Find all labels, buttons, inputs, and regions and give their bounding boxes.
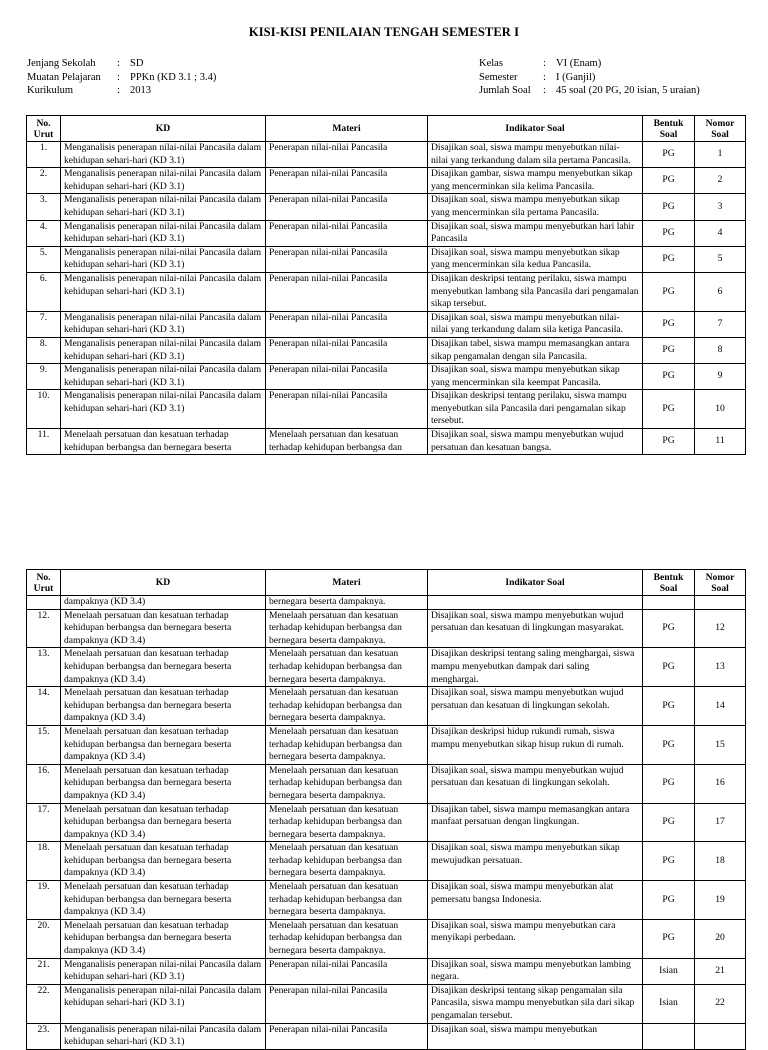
meta-separator: : — [117, 58, 120, 69]
header-nomor: Nomor Soal — [695, 570, 746, 596]
table-body-2 — [27, 596, 746, 1050]
header-nomor: Nomor Soal — [695, 116, 746, 142]
cell-kd: Menganalisis penerapan nilai-nilai Pancasila dalam kehidupan sehari-hari (KD 3.1) — [61, 1023, 266, 1049]
cell-indikator: Disajikan soal, siswa mampu menyebutkan wujud persatuan dan kesatuan di lingkungan sekolah. — [428, 764, 643, 803]
cell-kd: Menelaah persatuan dan kesatuan terhadap kehidupan berbangsa dan bernegara beserta dampaknya (KD 3.4) — [61, 842, 266, 881]
cell-materi: Penerapan nilai-nilai Pancasila — [266, 1023, 428, 1049]
cell-indikator: Disajikan deskripsi tentang saling menghargai, siswa mampu menyebutkan dampak dari saling menghargai. — [428, 648, 643, 687]
cell-no: 3. — [27, 194, 61, 220]
cell-materi: Menelaah persatuan dan kesatuan terhadap kehidupan berbangsa dan bernegara beserta dampaknya. — [266, 881, 428, 920]
header-kd: KD — [61, 116, 266, 142]
cell-bentuk: PG — [643, 168, 695, 194]
cell-kd: Menganalisis penerapan nilai-nilai Pancasila dalam kehidupan sehari-hari (KD 3.1) — [61, 194, 266, 220]
cell-no: 16. — [27, 764, 61, 803]
header-bentuk: Bentuk Soal — [643, 116, 695, 142]
cell-kd: Menganalisis penerapan nilai-nilai Pancasila dalam kehidupan sehari-hari (KD 3.1) — [61, 142, 266, 168]
cell-nomor: 7 — [695, 311, 746, 337]
cell-kd: Menganalisis penerapan nilai-nilai Pancasila dalam kehidupan sehari-hari (KD 3.1) — [61, 390, 266, 429]
cell-kd: Menganalisis penerapan nilai-nilai Pancasila dalam kehidupan sehari-hari (KD 3.1) — [61, 364, 266, 390]
cell-bentuk: PG — [643, 311, 695, 337]
cell-nomor: 11 — [695, 429, 746, 455]
meta-label: Muatan Pelajaran — [27, 71, 101, 83]
table-row — [27, 364, 746, 390]
cell-indikator: Disajikan soal, siswa mampu menyebutkan sikap yang mencerminkan sila pertama Pancasila. — [428, 194, 643, 220]
cell-indikator: Disajikan soal, siswa mampu menyebutkan alat pemersatu bangsa Indonesia. — [428, 881, 643, 920]
cell-kd: Menganalisis penerapan nilai-nilai Pancasila dalam kehidupan sehari-hari (KD 3.1) — [61, 220, 266, 246]
table-row — [27, 984, 746, 1023]
table-row — [27, 881, 746, 920]
cell-nomor: 12 — [695, 609, 746, 648]
cell-nomor: 5 — [695, 246, 746, 272]
cell-kd: dampaknya (KD 3.4) — [61, 596, 266, 610]
meta-label: Kurikulum — [27, 85, 74, 96]
cell-bentuk: PG — [643, 764, 695, 803]
cell-materi: Menelaah persatuan dan kesatuan terhadap kehidupan berbangsa dan bernegara beserta dampaknya. — [266, 648, 428, 687]
cell-indikator: Disajikan soal, siswa mampu menyebutkan nilai- nilai yang terkandung dalam sila ketiga Pancasila. — [428, 311, 643, 337]
cell-kd: Menelaah persatuan dan kesatuan terhadap kehidupan berbangsa dan bernegara beserta dampaknya (KD 3.4) — [61, 648, 266, 687]
table-row — [27, 390, 746, 429]
cell-indikator: Disajikan soal, siswa mampu menyebutkan sikap mewujudkan persatuan. — [428, 842, 643, 881]
cell-kd: Menelaah persatuan dan kesatuan terhadap kehidupan berbangsa dan bernegara beserta dampaknya (KD 3.4) — [61, 803, 266, 842]
table-page-2 — [26, 569, 746, 1048]
meta-label: Jumlah Soal — [479, 85, 531, 96]
cell-materi: Penerapan nilai-nilai Pancasila — [266, 220, 428, 246]
cell-indikator: Disajikan deskripsi tentang perilaku, siswa mampu menyebutkan lambang sila Pancasila dari pengamalan sikap tersebut. — [428, 272, 643, 311]
cell-indikator: Disajikan deskripsi tentang perilaku, siswa mampu menyebutkan sila Pancasila dari pengamalan sikap tersebut. — [428, 390, 643, 429]
cell-bentuk: Isian — [643, 958, 695, 984]
table-row — [27, 1023, 746, 1049]
cell-kd: Menganalisis penerapan nilai-nilai Pancasila dalam kehidupan sehari-hari (KD 3.1) — [61, 337, 266, 363]
cell-indikator: Disajikan deskripsi tentang sikap pengamalan sila Pancasila, siswa mampu menyebutkan sila dari sikap pengamalan tersebut. — [428, 984, 643, 1023]
cell-nomor: 17 — [695, 803, 746, 842]
cell-no: 5. — [27, 246, 61, 272]
cell-materi: Menelaah persatuan dan kesatuan terhadap kehidupan berbangsa dan bernegara beserta dampaknya. — [266, 764, 428, 803]
table-row — [27, 429, 746, 455]
meta-separator: : — [117, 71, 120, 83]
cell-nomor: 16 — [695, 764, 746, 803]
cell-materi: Menelaah persatuan dan kesatuan terhadap kehidupan berbangsa dan bernegara beserta dampaknya. — [266, 609, 428, 648]
table-row — [27, 272, 746, 311]
cell-kd: Menelaah persatuan dan kesatuan terhadap kehidupan berbangsa dan bernegara beserta dampaknya (KD 3.4) — [61, 725, 266, 764]
cell-materi: Menelaah persatuan dan kesatuan terhadap kehidupan berbangsa dan bernegara beserta dampaknya. — [266, 919, 428, 958]
meta-right — [479, 57, 700, 98]
meta-label: Semester — [479, 71, 518, 83]
header-kd: KD — [61, 570, 266, 596]
cell-indikator: Disajikan soal, siswa mampu menyebutkan lambing negara. — [428, 958, 643, 984]
cell-nomor: 2 — [695, 168, 746, 194]
meta-separator: : — [543, 85, 546, 96]
cell-no: 9. — [27, 364, 61, 390]
cell-bentuk: PG — [643, 390, 695, 429]
meta-separator: : — [543, 71, 546, 83]
table-row — [27, 220, 746, 246]
cell-materi: Penerapan nilai-nilai Pancasila — [266, 142, 428, 168]
meta-separator: : — [543, 58, 546, 69]
cell-materi: Menelaah persatuan dan kesatuan terhadap kehidupan berbangsa dan bernegara beserta dampaknya. — [266, 842, 428, 881]
cell-bentuk: PG — [643, 842, 695, 881]
cell-kd: Menelaah persatuan dan kesatuan terhadap kehidupan berbangsa dan bernegara beserta dampaknya (KD 3.4) — [61, 764, 266, 803]
cell-nomor — [695, 1023, 746, 1049]
cell-nomor: 19 — [695, 881, 746, 920]
cell-indikator: Disajikan soal, siswa mampu menyebutkan sikap yang mencerminkan sila keempat Pancasila. — [428, 364, 643, 390]
kisi-table-1 — [26, 115, 746, 455]
meta-row-jenjang — [27, 57, 216, 71]
table-row — [27, 803, 746, 842]
table-row — [27, 919, 746, 958]
table-body-1 — [27, 142, 746, 455]
cell-materi: Menelaah persatuan dan kesatuan terhadap kehidupan berbangsa dan bernegara beserta dampaknya. — [266, 687, 428, 726]
cell-indikator: Disajikan soal, siswa mampu menyebutkan sikap yang mencerminkan sila kedua Pancasila. — [428, 246, 643, 272]
cell-bentuk: PG — [643, 364, 695, 390]
cell-bentuk: PG — [643, 429, 695, 455]
cell-bentuk: PG — [643, 194, 695, 220]
table-row — [27, 842, 746, 881]
cell-kd: Menganalisis penerapan nilai-nilai Pancasila dalam kehidupan sehari-hari (KD 3.1) — [61, 958, 266, 984]
header-indikator: Indikator Soal — [428, 116, 643, 142]
meta-value: PPKn (KD 3.1 ; 3.4) — [130, 71, 217, 83]
cell-nomor: 4 — [695, 220, 746, 246]
meta-label: Kelas — [479, 58, 503, 69]
cell-materi: Penerapan nilai-nilai Pancasila — [266, 246, 428, 272]
cell-indikator: Disajikan soal, siswa mampu menyebutkan nilai- nilai yang terkandung dalam sila pertama Pancasila. — [428, 142, 643, 168]
table-page-1 — [26, 115, 746, 512]
cell-materi: Penerapan nilai-nilai Pancasila — [266, 337, 428, 363]
cell-nomor: 3 — [695, 194, 746, 220]
cell-no: 17. — [27, 803, 61, 842]
meta-value: SD — [130, 58, 144, 69]
cell-materi: Penerapan nilai-nilai Pancasila — [266, 168, 428, 194]
table-row — [27, 168, 746, 194]
cell-no: 13. — [27, 648, 61, 687]
cell-materi: Penerapan nilai-nilai Pancasila — [266, 272, 428, 311]
header-bentuk: Bentuk Soal — [643, 570, 695, 596]
cell-nomor: 9 — [695, 364, 746, 390]
cell-no: 10. — [27, 390, 61, 429]
cell-nomor: 10 — [695, 390, 746, 429]
cell-nomor: 22 — [695, 984, 746, 1023]
cell-materi: Penerapan nilai-nilai Pancasila — [266, 364, 428, 390]
cell-no: 21. — [27, 958, 61, 984]
cell-bentuk: PG — [643, 919, 695, 958]
cell-no: 4. — [27, 220, 61, 246]
cell-indikator: Disajikan soal, siswa mampu menyebutkan wujud persatuan dan kesatuan di lingkungan sekolah. — [428, 687, 643, 726]
cell-materi: Menelaah persatuan dan kesatuan terhadap kehidupan berbangsa dan bernegara beserta dampaknya. — [266, 803, 428, 842]
table-row — [27, 311, 746, 337]
cell-kd: Menganalisis penerapan nilai-nilai Pancasila dalam kehidupan sehari-hari (KD 3.1) — [61, 272, 266, 311]
cell-no: 20. — [27, 919, 61, 958]
cell-kd: Menganalisis penerapan nilai-nilai Pancasila dalam kehidupan sehari-hari (KD 3.1) — [61, 168, 266, 194]
cell-no: 8. — [27, 337, 61, 363]
cell-no: 18. — [27, 842, 61, 881]
cell-bentuk — [643, 596, 695, 610]
cell-materi: Menelaah persatuan dan kesatuan terhadap kehidupan berbangsa dan bernegara beserta dampaknya. — [266, 725, 428, 764]
table-row — [27, 246, 746, 272]
cell-indikator: Disajikan soal, siswa mampu menyebutkan cara menyikapi perbedaan. — [428, 919, 643, 958]
table-row — [27, 687, 746, 726]
cell-materi: Penerapan nilai-nilai Pancasila — [266, 958, 428, 984]
cell-nomor: 20 — [695, 919, 746, 958]
cell-materi: Menelaah persatuan dan kesatuan terhadap kehidupan berbangsa dan — [266, 429, 428, 455]
continuation-row — [27, 596, 746, 610]
cell-indikator: Disajikan soal, siswa mampu menyebutkan hari lahir Pancasila — [428, 220, 643, 246]
cell-kd: Menganalisis penerapan nilai-nilai Pancasila dalam kehidupan sehari-hari (KD 3.1) — [61, 246, 266, 272]
cell-kd: Menelaah persatuan dan kesatuan terhadap kehidupan berbangsa dan bernegara beserta dampaknya (KD 3.4) — [61, 919, 266, 958]
cell-bentuk: PG — [643, 803, 695, 842]
cell-bentuk: PG — [643, 337, 695, 363]
cell-kd: Menganalisis penerapan nilai-nilai Pancasila dalam kehidupan sehari-hari (KD 3.1) — [61, 984, 266, 1023]
table-row — [27, 194, 746, 220]
cell-indikator: Disajikan tabel, siswa mampu memasangkan antara manfaat persatuan dengan lingkungan. — [428, 803, 643, 842]
header-indikator: Indikator Soal — [428, 570, 643, 596]
meta-value: 2013 — [130, 85, 151, 96]
cell-no: 14. — [27, 687, 61, 726]
cell-indikator: Disajikan tabel, siswa mampu memasangkan antara sikap pengamalan dengan sila Pancasila. — [428, 337, 643, 363]
meta-left — [27, 57, 216, 98]
table-row — [27, 764, 746, 803]
cell-materi: Penerapan nilai-nilai Pancasila — [266, 390, 428, 429]
cell-no: 7. — [27, 311, 61, 337]
cell-bentuk: PG — [643, 142, 695, 168]
cell-nomor: 6 — [695, 272, 746, 311]
cell-materi: Penerapan nilai-nilai Pancasila — [266, 194, 428, 220]
cell-nomor — [695, 596, 746, 610]
cell-indikator: Disajikan deskripsi hidup rukundi rumah, siswa mampu menyebutkan sikap hisup rukun di rumah. — [428, 725, 643, 764]
cell-indikator — [428, 596, 643, 610]
table-row — [27, 958, 746, 984]
cell-bentuk: PG — [643, 609, 695, 648]
table-row — [27, 337, 746, 363]
cell-no — [27, 596, 61, 610]
cell-bentuk: Isian — [643, 984, 695, 1023]
meta-row-kelas — [479, 57, 700, 71]
cell-kd: Menelaah persatuan dan kesatuan terhadap kehidupan berbangsa dan bernegara beserta — [61, 429, 266, 455]
cell-nomor: 21 — [695, 958, 746, 984]
cell-bentuk: PG — [643, 725, 695, 764]
cell-indikator: Disajikan soal, siswa mampu menyebutkan wujud persatuan dan kesatuan di lingkungan masyarakat. — [428, 609, 643, 648]
cell-nomor: 13 — [695, 648, 746, 687]
cell-materi: Penerapan nilai-nilai Pancasila — [266, 984, 428, 1023]
cell-nomor: 14 — [695, 687, 746, 726]
meta-label: Jenjang Sekolah — [27, 58, 96, 69]
cell-no: 11. — [27, 429, 61, 455]
cell-no: 22. — [27, 984, 61, 1023]
cell-nomor: 8 — [695, 337, 746, 363]
kisi-table-2 — [26, 569, 746, 1050]
table-row — [27, 609, 746, 648]
cell-indikator: Disajikan soal, siswa mampu menyebutkan wujud persatuan dan kesatuan bangsa. — [428, 429, 643, 455]
cell-kd: Menelaah persatuan dan kesatuan terhadap kehidupan berbangsa dan bernegara beserta dampaknya (KD 3.4) — [61, 881, 266, 920]
cell-bentuk: PG — [643, 648, 695, 687]
cell-bentuk: PG — [643, 272, 695, 311]
cell-indikator: Disajikan soal, siswa mampu menyebutkan — [428, 1023, 643, 1049]
cell-materi: Penerapan nilai-nilai Pancasila — [266, 311, 428, 337]
cell-bentuk — [643, 1023, 695, 1049]
cell-bentuk: PG — [643, 246, 695, 272]
cell-no: 12. — [27, 609, 61, 648]
table-row — [27, 142, 746, 168]
cell-no: 19. — [27, 881, 61, 920]
meta-row-muatan — [27, 71, 216, 85]
cell-bentuk: PG — [643, 220, 695, 246]
meta-value: VI (Enam) — [556, 58, 602, 69]
cell-nomor: 1 — [695, 142, 746, 168]
meta-row-semester — [479, 71, 700, 85]
table-header-row — [27, 570, 746, 596]
table-row — [27, 648, 746, 687]
meta-value: I (Ganjil) — [556, 71, 596, 83]
cell-bentuk: PG — [643, 687, 695, 726]
cell-materi: bernegara beserta dampaknya. — [266, 596, 428, 610]
cell-nomor: 18 — [695, 842, 746, 881]
cell-bentuk: PG — [643, 881, 695, 920]
cell-no: 15. — [27, 725, 61, 764]
cell-kd: Menelaah persatuan dan kesatuan terhadap kehidupan berbangsa dan bernegara beserta dampaknya (KD 3.4) — [61, 687, 266, 726]
table-header-row — [27, 116, 746, 142]
cell-no: 1. — [27, 142, 61, 168]
header-materi: Materi — [266, 116, 428, 142]
document-title: KISI-KISI PENILAIAN TENGAH SEMESTER I — [248, 25, 520, 39]
cell-nomor: 15 — [695, 725, 746, 764]
meta-value: 45 soal (20 PG, 20 isian, 5 uraian) — [556, 85, 700, 96]
cell-indikator: Disajikan gambar, siswa mampu menyebutkan sikap yang mencerminkan sila kelima Pancasila. — [428, 168, 643, 194]
cell-kd: Menganalisis penerapan nilai-nilai Pancasila dalam kehidupan sehari-hari (KD 3.1) — [61, 311, 266, 337]
header-no: No. Urut — [27, 570, 61, 596]
cell-kd: Menelaah persatuan dan kesatuan terhadap kehidupan berbangsa dan bernegara beserta dampaknya (KD 3.4) — [61, 609, 266, 648]
table-row — [27, 725, 746, 764]
header-materi: Materi — [266, 570, 428, 596]
cell-no: 2. — [27, 168, 61, 194]
cell-no: 6. — [27, 272, 61, 311]
header-no: No. Urut — [27, 116, 61, 142]
meta-row-kurikulum — [27, 84, 216, 98]
cell-no: 23. — [27, 1023, 61, 1049]
meta-separator: : — [117, 85, 120, 96]
meta-row-jumlah-soal — [479, 84, 700, 98]
